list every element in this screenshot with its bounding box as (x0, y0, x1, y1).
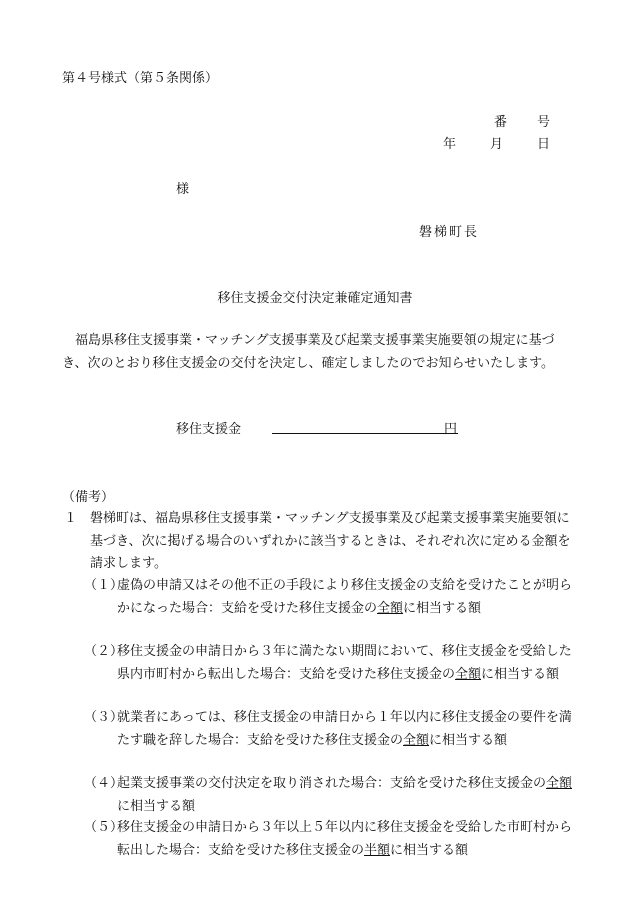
amount-blank-line (272, 416, 458, 434)
issuer: 磐梯町長 (419, 225, 480, 240)
note-item-text: 移住支援金の申請日から３年以上５年以内に移住支援金を受給した市町村から転出した場合：支給を受けた移住支援金の半額に相当する額 (117, 820, 573, 858)
note-main-number: １ (64, 511, 78, 526)
note-item-text: 虚偽の申請又はその他不正の手段により移住支援金の支給を受けたことが明らかになった場合：支給を受けた移住支援金の全額に相当する額 (117, 578, 573, 616)
notes-heading: （備考） (62, 490, 115, 505)
emphasis: 全額 (546, 776, 573, 791)
number-suffix: 号 (536, 115, 550, 130)
date-year: 年 (442, 137, 456, 152)
amount-unit: 円 (444, 422, 458, 437)
note-item (62, 575, 574, 620)
date-day: 日 (536, 137, 550, 152)
note-item-number: （３） (84, 710, 124, 725)
note-main (62, 508, 574, 576)
note-item-number: （５） (84, 820, 124, 835)
body-paragraph: 福島県移住支援事業・マッチング支援事業及び起業支援事業実施要領の規定に基づき、次のとおり移住支援金の交付を決定し、確定しましたのでお知らせいたします。 (62, 333, 555, 371)
date-month: 月 (489, 137, 503, 152)
note-item-text: 就業者にあっては、移住支援金の申請日から１年以内に移住支援金の要件を満たす職を辞した場合：支給を受けた移住支援金の全額に相当する額 (117, 710, 572, 748)
date-line (443, 133, 550, 152)
number-label: 番 (493, 115, 507, 130)
note-main-text: 磐梯町は、福島県移住支援事業・マッチング支援事業及び起業支援事業実施要領に基づき、次に掲げる場合のいずれかに該当するときは、それぞれ次に定める金額を請求します。 (90, 511, 571, 571)
emphasis: 半額 (364, 842, 391, 858)
emphasis: 全額 (377, 600, 404, 616)
note-item (62, 707, 574, 752)
document-number-line (494, 111, 550, 130)
addressee-suffix: 様 (176, 182, 190, 197)
amount-label: 移住支援金 (176, 422, 242, 437)
note-item-number: （１） (84, 578, 124, 593)
form-label: 第４号様式（第５条関係） (62, 71, 219, 86)
note-item-text: 起業支援事業の交付決定を取り消された場合：支給を受けた移住支援金の全額に相当する額 (117, 776, 573, 814)
emphasis: 全額 (403, 732, 430, 748)
note-item (62, 641, 574, 686)
note-item-number: （２） (84, 644, 124, 659)
note-item-number: （４） (84, 776, 124, 791)
document-title: 移住支援金交付決定兼確定通知書 (217, 291, 413, 306)
note-item-text: 移住支援金の申請日から３年に満たない期間において、移住支援金を受給した県内市町村から転出した場合：支給を受けた移住支援金の全額に相当する額 (117, 644, 572, 682)
emphasis: 全額 (455, 666, 482, 682)
note-item (62, 817, 574, 862)
note-item (62, 773, 574, 818)
